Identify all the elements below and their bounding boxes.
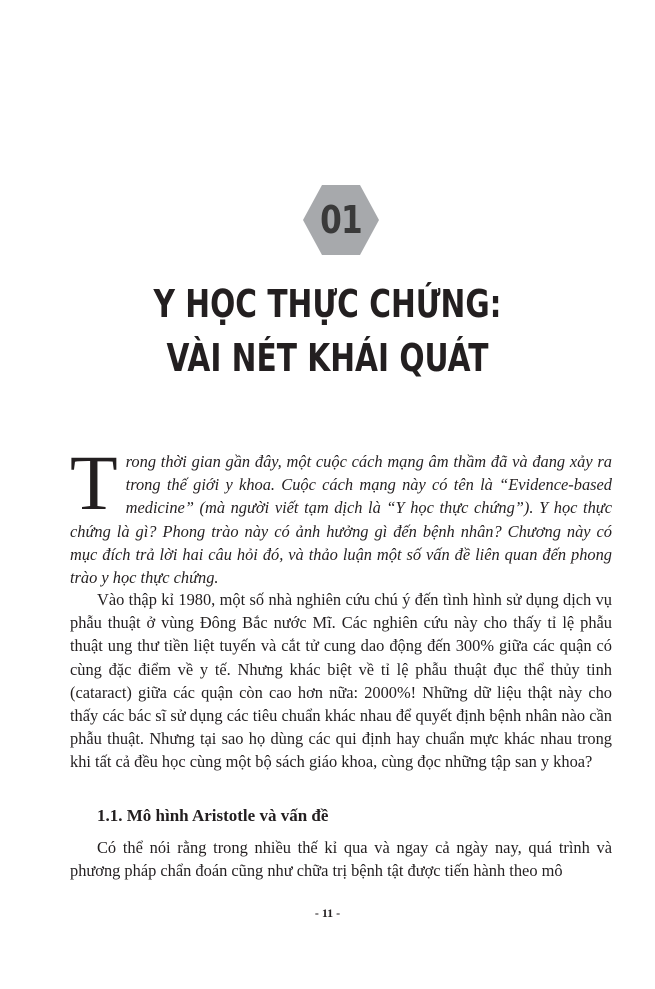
- intro-paragraph: [70, 439, 612, 589]
- body-paragraph-2: Có thể nói rằng trong nhiều thế kỉ qua và ngay cả ngày nay, quá trình và phương pháp chẩn đoán cũng như chữa trị bệnh tật được tiến hành theo mô: [70, 838, 612, 881]
- page-number: - 11 -: [314, 906, 341, 920]
- section-heading: 1.1. Mô hình Aristotle và vấn đề: [97, 806, 329, 825]
- drop-cap: T: [70, 439, 118, 526]
- intro-text: rong thời gian gần đây, một cuộc cách mạng âm thầm đã và đang xảy ra trong thế giới y khoa. Cuộc cách mạng này có tên là “Evidence-based medicine” (mà người viết tạm dịch là “Y học thực chứng”). Y học thực chứng là gì? Phong trào này có ảnh hưởng gì đến bệnh nhân? Chương này có mục đích trả lời hai câu hỏi đó, và thảo luận một số vấn đề liên quan đến phong trào y học thực chứng.: [70, 452, 612, 588]
- body-paragraph-1: Vào thập kỉ 1980, một số nhà nghiên cứu chú ý đến tình hình sử dụng dịch vụ phẫu thuật ở vùng Đông Bắc nước Mĩ. Các nghiên cứu này cho thấy tỉ lệ phẫu thuật ung thư tiền liệt tuyến và cắt tử cung dao động đến 300% giữa các quận có cùng đặc điểm về y tế. Nhưng khác biệt về tỉ lệ phẫu thuật đục thể thủy tinh (cataract) giữa các quận còn cao hơn nữa: 2000%! Những dữ liệu thật này cho thấy các bác sĩ sử dụng các tiêu chuẩn khác nhau để quyết định bệnh nhân nào cần phẫu thuật. Nhưng tại sao họ dùng các qui định hay chuẩn mực khác nhau trong khi tất cả đều học cùng một bộ sách giáo khoa, cùng đọc những tập san y khoa?: [70, 590, 612, 772]
- chapter-title-line1: Y HỌC THỰC CHỨNG:: [153, 282, 502, 326]
- chapter-title-line2: VÀI NÉT KHÁI QUÁT: [166, 336, 489, 380]
- chapter-badge: [302, 184, 380, 256]
- chapter-number: 01: [320, 198, 362, 242]
